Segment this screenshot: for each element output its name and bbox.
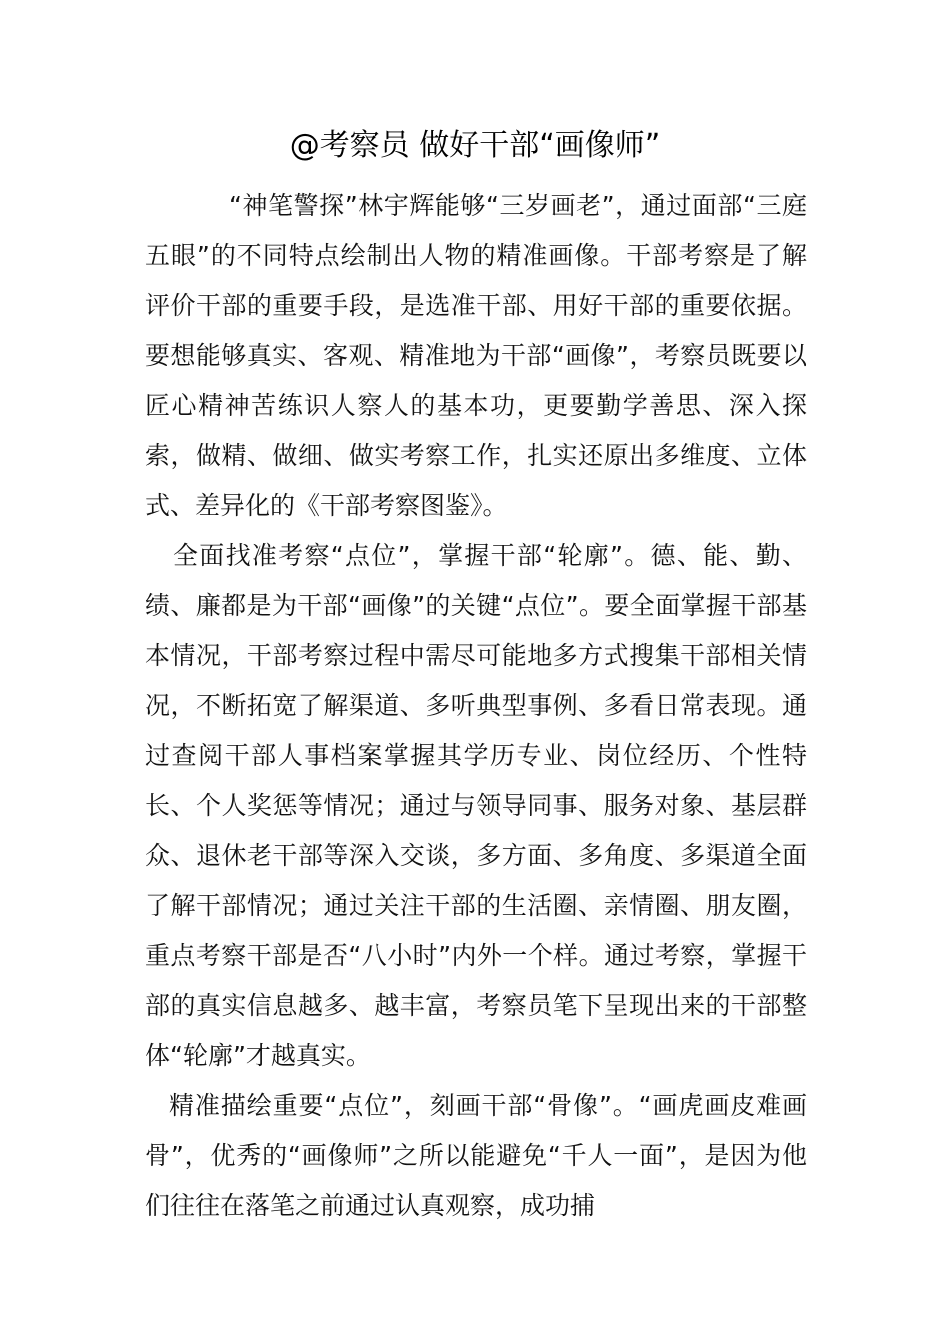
paragraph-2: 全面找准考察“点位”，掌握干部“轮廓”。德、能、勤、绩、廉都是为干部“画像”的关键“点位”。要全面掌握干部基本情况，干部考察过程中需尽可能地多方式搜集干部相关情况，不断拓宽了解渠道、多听典型事例、多看日常表现。通过查阅干部人事档案掌握其学历专业、岗位经历、个性特长、个人奖惩等情况；通过与领导同事、服务对象、基层群众、退休老干部等深入交谈，多方面、多角度、多渠道全面了解干部情况；通过关注干部的生活圈、亲情圈、朋友圈，重点考察干部是否“八小时”内外一个样。通过考察，掌握干部的真实信息越多、越丰富，考察员笔下呈现出来的干部整体“轮廓”才越真实。 bbox=[145, 541, 807, 1070]
paragraph-1: “神笔警探”林宇辉能够“三岁画老”，通过面部“三庭五眼”的不同特点绘制出人物的精准画像。干部考察是了解评价干部的重要手段，是选准干部、用好干部的重要依据。要想能够真实、客观、精准地为干部“画像”，考察员既要以匠心精神苦练识人察人的基本功，更要勤学善思、深入探索，做精、做细、做实考察工作，扎实还原出多维度、立体式、差异化的《干部考察图鉴》。 bbox=[145, 191, 807, 520]
document-title: @考察员 做好干部“画像师” bbox=[289, 128, 661, 163]
paragraph-3: 精准描绘重要“点位”，刻画干部“骨像”。“画虎画皮难画骨”，优秀的“画像师”之所以能避免“千人一面”，是因为他们往往在落笔之前通过认真观察，成功捕 bbox=[145, 1091, 807, 1220]
document-body bbox=[145, 181, 807, 1231]
